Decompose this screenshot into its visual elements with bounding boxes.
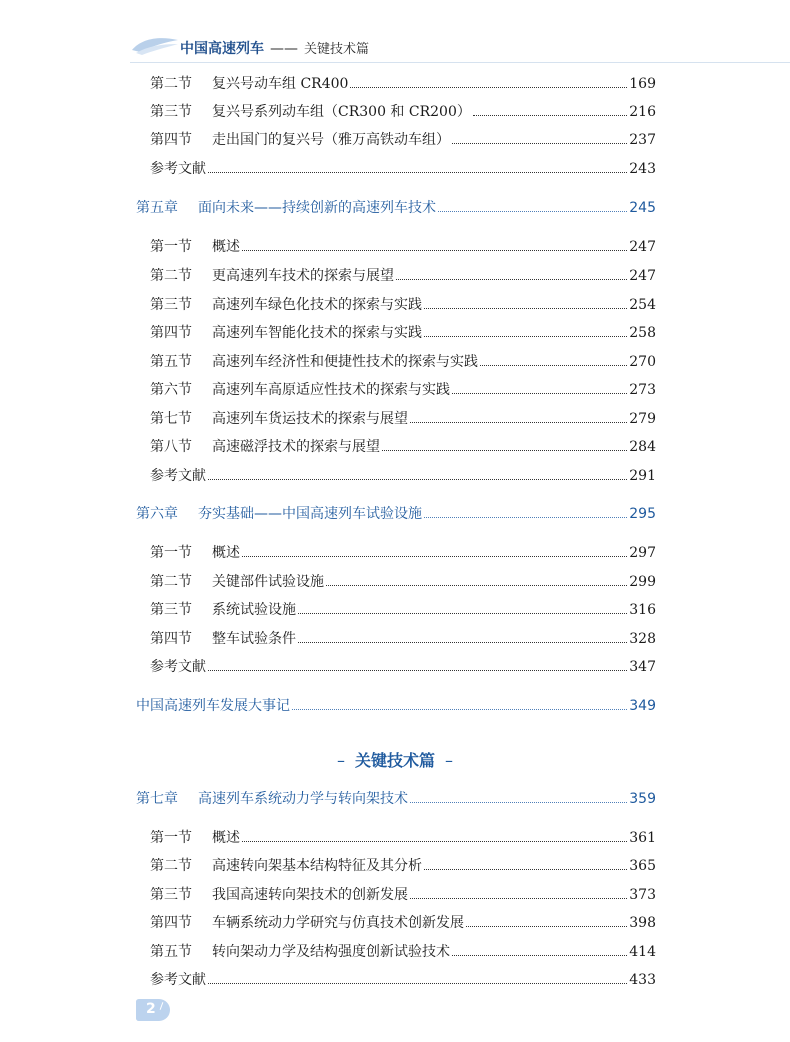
toc-page-number: 273 xyxy=(629,382,656,398)
toc-section-entry[interactable] xyxy=(150,573,656,591)
toc-entry-title: 更高速列车技术的探索与展望 xyxy=(212,268,394,284)
page-number-tab xyxy=(136,999,170,1021)
toc-entry-title: 概述 xyxy=(212,239,240,255)
toc-entry-title: 高速磁浮技术的探索与展望 xyxy=(212,439,380,455)
toc-entry-title: 参考文献 xyxy=(150,161,206,177)
toc-page-number: 347 xyxy=(629,659,656,675)
toc-section-number: 第四节 xyxy=(150,631,192,647)
toc-section-entry[interactable] xyxy=(150,914,656,932)
toc-page-number: 245 xyxy=(629,200,656,216)
toc-entry-title: 概述 xyxy=(212,545,240,561)
toc-section-entry[interactable] xyxy=(150,601,656,619)
toc-page-number: 247 xyxy=(629,268,656,284)
toc-page-number: 297 xyxy=(629,545,656,561)
toc-section-entry[interactable] xyxy=(150,943,656,961)
toc-page-number: 284 xyxy=(629,439,656,455)
toc-leader-dots xyxy=(452,955,627,956)
toc-page-number: 279 xyxy=(629,411,656,427)
toc-entry-title: 我国高速转向架技术的创新发展 xyxy=(212,887,408,903)
toc-entry-title: 夯实基础——中国高速列车试验设施 xyxy=(198,506,422,522)
toc-page-number: 254 xyxy=(629,297,656,313)
toc-section-number: 第七节 xyxy=(150,411,192,427)
toc-entry-title: 走出国门的复兴号（雅万高铁动车组） xyxy=(212,132,450,148)
toc-leader-dots xyxy=(424,336,627,337)
toc-section-entry[interactable] xyxy=(150,381,656,399)
toc-section-number: 第八节 xyxy=(150,439,192,455)
toc-page-number: 433 xyxy=(629,972,656,988)
toc-section-number: 第三节 xyxy=(150,104,192,120)
toc-entry-title: 高速列车系统动力学与转向架技术 xyxy=(198,791,408,807)
toc-chapter-entry[interactable] xyxy=(136,697,656,715)
toc-entry-title: 概述 xyxy=(212,830,240,846)
toc-leader-dots xyxy=(410,898,627,899)
toc-entry-title: 复兴号动车组 CR400 xyxy=(212,76,349,92)
toc-leader-dots xyxy=(208,670,627,671)
toc-section-number: 第五节 xyxy=(150,354,192,370)
toc-section-entry[interactable] xyxy=(150,544,656,562)
toc-leader-dots xyxy=(410,802,627,803)
toc-leader-dots xyxy=(480,365,627,366)
toc-entry-title: 参考文献 xyxy=(150,972,206,988)
toc-section-number: 第一节 xyxy=(150,239,192,255)
toc-chapter-entry[interactable] xyxy=(136,199,656,217)
toc-leader-dots xyxy=(242,841,627,842)
toc-page-number: 316 xyxy=(629,602,656,618)
toc-entry-title: 高速列车货运技术的探索与展望 xyxy=(212,411,408,427)
toc-leader-dots xyxy=(298,613,627,614)
toc-entry-title: 关键部件试验设施 xyxy=(212,574,324,590)
toc-leader-dots xyxy=(298,642,627,643)
page-number: 2 xyxy=(146,1001,156,1017)
part-dash-left: – xyxy=(336,751,345,770)
toc-page-number: 247 xyxy=(629,239,656,255)
toc-leader-dots xyxy=(382,450,627,451)
toc-page-number: 361 xyxy=(629,830,656,846)
toc-page-number: 258 xyxy=(629,325,656,341)
toc-section-entry[interactable] xyxy=(150,886,656,904)
toc-page-number: 237 xyxy=(629,132,656,148)
volume-name: 关键技术篇 xyxy=(304,42,370,57)
toc-page-number: 169 xyxy=(629,76,656,92)
toc-section-number: 第四节 xyxy=(150,325,192,341)
toc-leader-dots xyxy=(208,983,627,984)
header-separator: —— xyxy=(270,41,298,57)
toc-page-number: 398 xyxy=(629,915,656,931)
toc-leader-dots xyxy=(326,585,627,586)
toc-leader-dots xyxy=(208,172,627,173)
toc-leader-dots xyxy=(452,143,627,144)
toc-leader-dots xyxy=(452,393,627,394)
toc-section-number: 第一节 xyxy=(150,830,192,846)
toc-entry-title: 整车试验条件 xyxy=(212,631,296,647)
part-dash-right: – xyxy=(445,751,453,770)
toc-section-number: 第七章 xyxy=(136,791,178,807)
toc-section-entry[interactable] xyxy=(150,324,656,342)
toc-leader-dots xyxy=(424,869,627,870)
toc-leader-dots xyxy=(424,308,627,309)
toc-section-number: 第四节 xyxy=(150,132,192,148)
toc-page-number: 243 xyxy=(629,161,656,177)
toc-section-entry[interactable] xyxy=(150,267,656,285)
toc-section-entry[interactable] xyxy=(150,75,656,93)
toc-section-number: 第五节 xyxy=(150,944,192,960)
toc-entry-title: 高速列车智能化技术的探索与实践 xyxy=(212,325,422,341)
toc-leader-dots xyxy=(424,517,627,518)
part-heading xyxy=(0,748,790,771)
toc-chapter-entry[interactable] xyxy=(136,790,656,808)
toc-entry-title: 复兴号系列动车组（CR300 和 CR200） xyxy=(212,104,471,120)
toc-section-number: 第四节 xyxy=(150,915,192,931)
toc-section-number: 第二节 xyxy=(150,268,192,284)
toc-section-entry[interactable] xyxy=(150,296,656,314)
toc-page-number: 373 xyxy=(629,887,656,903)
toc-entry-title: 面向未来——持续创新的高速列车技术 xyxy=(198,200,436,216)
toc-section-number: 第二节 xyxy=(150,858,192,874)
toc-references-entry[interactable] xyxy=(150,467,656,485)
toc-leader-dots xyxy=(473,115,627,116)
toc-leader-dots xyxy=(438,211,627,212)
toc-entry-title: 高速列车高原适应性技术的探索与实践 xyxy=(212,382,450,398)
toc-section-number: 第五章 xyxy=(136,200,178,216)
toc-entry-title: 中国高速列车发展大事记 xyxy=(136,698,290,714)
toc-section-number: 第二节 xyxy=(150,76,192,92)
toc-entry-title: 参考文献 xyxy=(150,659,206,675)
toc-leader-dots xyxy=(208,479,627,480)
toc-page-number: 270 xyxy=(629,354,656,370)
toc-section-number: 第一节 xyxy=(150,545,192,561)
toc-page-number: 365 xyxy=(629,858,656,874)
toc-section-number: 第三节 xyxy=(150,297,192,313)
toc-chapter-entry[interactable] xyxy=(136,505,656,523)
toc-entry-title: 高速列车绿色化技术的探索与实践 xyxy=(212,297,422,313)
toc-references-entry[interactable] xyxy=(150,658,656,676)
toc-section-number: 第三节 xyxy=(150,602,192,618)
toc-references-entry[interactable] xyxy=(150,971,656,989)
toc-page-number: 295 xyxy=(629,506,656,522)
part-heading-text: 关键技术篇 xyxy=(354,751,435,770)
toc-page-number: 299 xyxy=(629,574,656,590)
toc-section-entry[interactable] xyxy=(150,103,656,121)
toc-section-entry[interactable] xyxy=(150,238,656,256)
page-tab-mark xyxy=(160,1002,164,1010)
toc-section-number: 第二节 xyxy=(150,574,192,590)
toc-page-number: 414 xyxy=(629,944,656,960)
toc-section-entry[interactable] xyxy=(150,829,656,847)
toc-page-number: 349 xyxy=(629,698,656,714)
toc-entry-title: 车辆系统动力学研究与仿真技术创新发展 xyxy=(212,915,464,931)
toc-leader-dots xyxy=(396,279,627,280)
toc-entry-title: 系统试验设施 xyxy=(212,602,296,618)
toc-page-number: 328 xyxy=(629,631,656,647)
book-title: 中国高速列车 xyxy=(180,41,264,57)
toc-leader-dots xyxy=(350,87,627,88)
toc-page-number: 291 xyxy=(629,468,656,484)
toc-section-entry[interactable] xyxy=(150,353,656,371)
toc-page-number: 359 xyxy=(629,791,656,807)
toc-references-entry[interactable] xyxy=(150,160,656,178)
toc-section-entry[interactable] xyxy=(150,630,656,648)
toc-leader-dots xyxy=(410,422,627,423)
toc-leader-dots xyxy=(242,250,627,251)
toc-section-entry[interactable] xyxy=(150,131,656,149)
toc-leader-dots xyxy=(242,556,627,557)
toc-section-entry[interactable] xyxy=(150,410,656,428)
toc-section-entry[interactable] xyxy=(150,857,656,875)
toc-leader-dots xyxy=(292,709,627,710)
toc-section-number: 第三节 xyxy=(150,887,192,903)
toc-entry-title: 高速转向架基本结构特征及其分析 xyxy=(212,858,422,874)
toc-section-number: 第六节 xyxy=(150,382,192,398)
toc-section-entry[interactable] xyxy=(150,438,656,456)
toc-entry-title: 转向架动力学及结构强度创新试验技术 xyxy=(212,944,450,960)
toc-entry-title: 参考文献 xyxy=(150,468,206,484)
toc-entry-title: 高速列车经济性和便捷性技术的探索与实践 xyxy=(212,354,478,370)
toc-leader-dots xyxy=(466,926,627,927)
toc-section-number: 第六章 xyxy=(136,506,178,522)
toc-page-number: 216 xyxy=(629,104,656,120)
